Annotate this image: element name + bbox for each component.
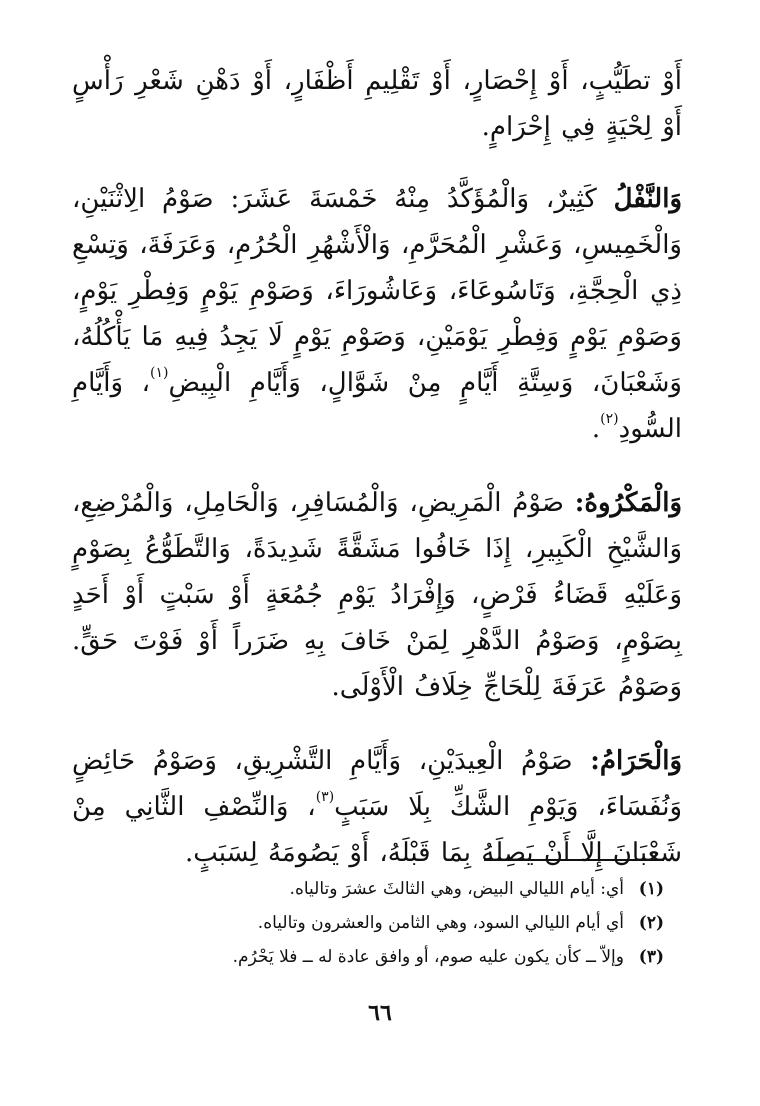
paragraph-voluntary-fasting (72, 176, 682, 452)
paragraph-ihram-continuation (72, 58, 682, 150)
paragraph-text-continued: ، وَالنِّصْفِ الثَّانِي مِنْ شَعْبَانَ إِلَّا أَنْ يَصِلَهُ بِمَا قَبْلَهُ، أَوْ يَصُومَهُ لِسَبَبٍ. (72, 792, 682, 868)
footnote-marker-1[interactable]: (١) (150, 365, 169, 382)
paragraph-forbidden-fasting (72, 738, 682, 876)
footnote-text: أي: أيام الليالي البيض، وهي الثالثَ عشرَ وتالياه. (289, 879, 624, 899)
paragraph-disliked-fasting (72, 480, 682, 710)
footnote-separator (484, 859, 664, 861)
footnote-item (72, 872, 664, 906)
footnote-item (72, 906, 664, 940)
footnote-number: (١) (638, 879, 664, 899)
paragraph-end-mark: . (591, 414, 601, 444)
footnotes-section (72, 872, 664, 974)
paragraph-text-continued: ، وَأَيَّامِ السُّودِ (72, 368, 682, 444)
page-number: ٦٦ (368, 1000, 392, 1026)
footnote-text: وإلاّ ــ كأن يكون عليه صوم، أو وافق عادة له ــ فلا يَحْرُم. (232, 947, 624, 967)
paragraph-lead-word: وَالْحَرَامُ: (590, 746, 682, 776)
paragraph-text: صَوْمُ الْعِيدَيْنِ، وَأَيَّامِ التَّشْرِيقِ، وَصَوْمُ حَائِضٍ وَنُفَسَاءَ، وَيَوْمِ الشَّكِّ بِلَا سَبَبٍ (72, 746, 682, 822)
footnote-number: (٢) (638, 913, 664, 933)
paragraph-text: أَوْ تطَيُّبٍ، أَوْ إِحْصَارٍ، أَوْ تَقْلِيمِ أَظْفَارٍ، أَوْ دَهْنِ شَعْرِ رَأْسٍ أَوْ لِحْيَةٍ فِي إِحْرَامٍ. (72, 66, 682, 142)
footnote-text: أي أيام الليالي السود، وهي الثامن والعشرون وتالياه. (257, 913, 624, 933)
paragraph-text: صَوْمُ الْمَرِيضِ، وَالْمُسَافِرِ، وَالْحَامِلِ، وَالْمُرْضِعِ، وَالشَّيْخِ الْكَبِيرِ، إِذَا خَافُوا مَشَقَّةً شَدِيدَةً، وَالتَّطَوُّعُ بِصَوْمٍ وَعَلَيْهِ قَضَاءُ فَرْضٍ، وَإِفْرَادُ يَوْمِ جُمُعَةٍ أَوْ سَبْتٍ أَوْ أَحَدٍ بِصَوْمٍ، وَصَوْمُ الدَّهْرِ لِمَنْ خَافَ بِهِ ضَرَراً أَوْ فَوْتَ حَقٍّ. وَصَوْمُ عَرَفَةَ لِلْحَاجِّ خِلَافُ الْأَوْلَى. (72, 488, 682, 702)
paragraph-lead-word: وَالنَّفْلُ (613, 184, 682, 214)
footnote-number: (٣) (638, 947, 664, 967)
paragraph-text: كَثِيرٌ، وَالْمُؤَكَّدُ مِنْهُ خَمْسَةَ عَشَرَ: صَوْمُ الِاثْنَيْنِ، وَالْخَمِيسِ، وَعَشْرِ الْمُحَرَّمِ، وَالْأَشْهُرِ الْحُرُمِ، وَعَرَفَةَ، وَتِسْعِ ذِي الْحِجَّةِ، وَتَاسُوعَاءَ، وَعَاشُورَاءَ، وَصَوْمِ يَوْمٍ وَفِطْرِ يَوْمٍ، وَصَوْمِ يَوْمٍ وَفِطْرِ يَوْمَيْنِ، وَصَوْمِ يَوْمٍ لَا يَجِدُ فِيهِ مَا يَأْكُلُهُ، وَشَعْبَانَ، وَسِتَّةِ أَيَّامٍ مِنْ شَوَّالٍ، وَأَيَّامِ الْبِيضِ (72, 184, 682, 398)
footnote-item (72, 940, 664, 974)
footnote-marker-3[interactable]: (٣) (315, 789, 335, 806)
paragraph-lead-word: وَالْمَكْرُوهُ: (574, 488, 682, 518)
footnote-marker-2[interactable]: (٢) (600, 411, 619, 428)
